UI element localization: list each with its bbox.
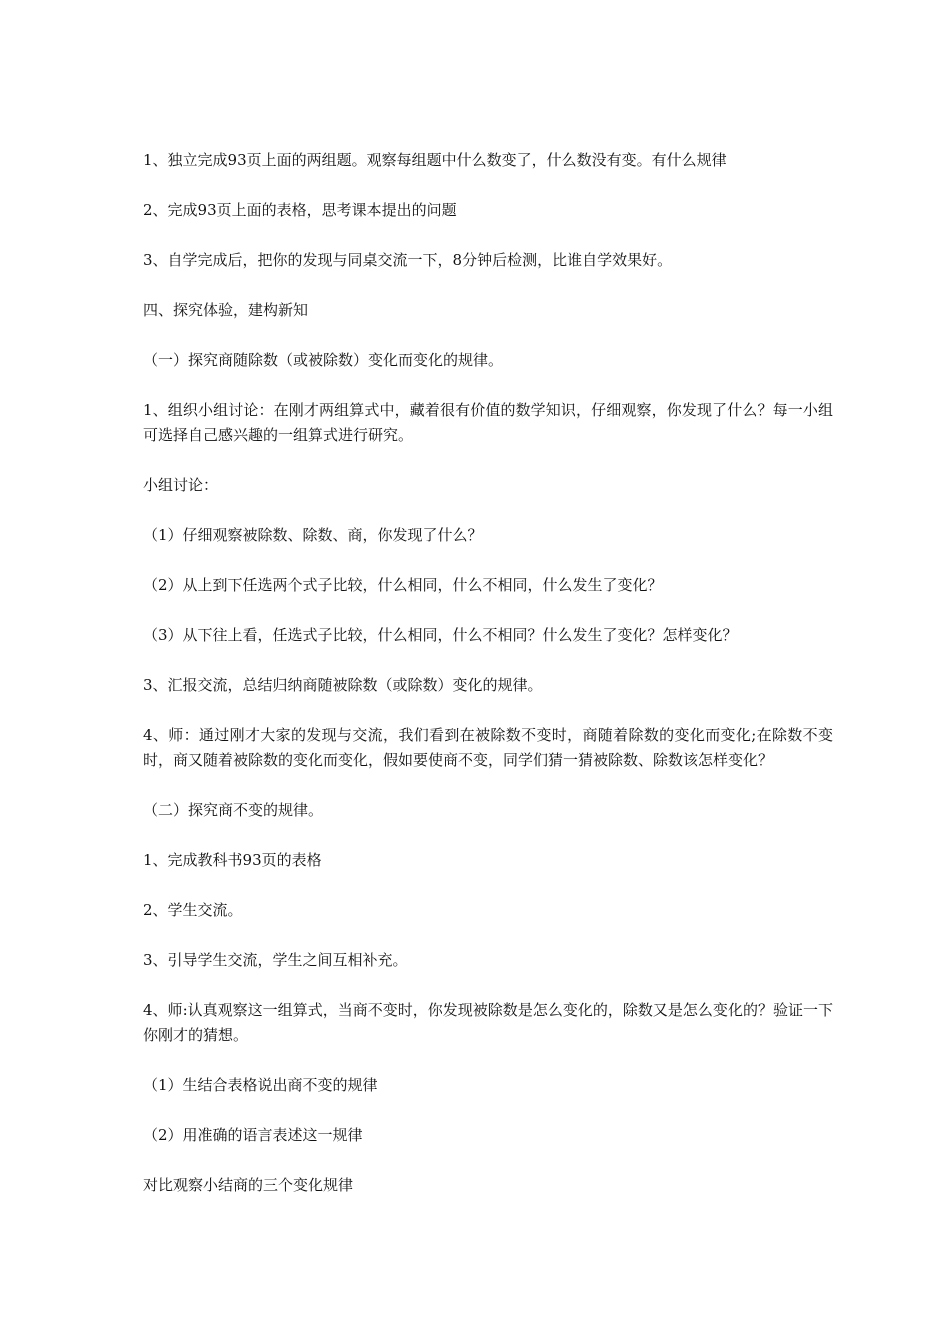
document-body [143,148,833,1223]
paragraph-guide-exchange: 3、引导学生交流，学生之间互相补充。 [143,951,408,969]
paragraph-teacher-2: 4、师:认真观察这一组算式，当商不变时，你发现被除数是怎么变化的，除数又是怎么变化的？验证一下你刚才的猜想。 [143,1001,833,1044]
subsection-heading-1: （一）探究商随除数（或被除数）变化而变化的规律。 [143,351,504,369]
subsection-heading-2: （二）探究商不变的规律。 [143,801,324,819]
paragraph-question-1: （1）仔细观察被除数、除数、商，你发现了什么？ [143,526,483,544]
paragraph-group-discussion: 1、组织小组讨论：在刚才两组算式中，藏着很有价值的数学知识，仔细观察，你发现了什么？每一小组可选择自己感兴趣的一组算式进行研究。 [143,401,833,444]
paragraph-table-task: 1、完成教科书93页的表格 [143,851,322,869]
paragraph-self-study-2: 2、完成93页上面的表格，思考课本提出的问题 [143,201,457,219]
paragraph-student-exchange: 2、学生交流。 [143,901,243,919]
paragraph-question-3: （3）从下往上看，任选式子比较，什么相同，什么不相同？什么发生了变化？怎样变化？ [143,626,738,644]
paragraph-teacher-1: 4、师：通过刚才大家的发现与交流，我们看到在被除数不变时，商随着除数的变化而变化;在除数不变时，商又随着被除数的变化而变化，假如要使商不变，同学们猜一猜被除数、除数该怎样变化？ [143,726,833,769]
paragraph-discussion-label: 小组讨论： [143,476,219,494]
paragraph-self-study-1: 1、独立完成93页上面的两组题。观察每组题中什么数变了，什么数没有变。有什么规律 [143,151,727,169]
paragraph-rule-2: （2）用准确的语言表述这一规律 [143,1126,363,1144]
section-heading-explore: 四、探究体验，建构新知 [143,301,309,319]
paragraph-report: 3、汇报交流，总结归纳商随被除数（或除数）变化的规律。 [143,676,543,694]
paragraph-self-study-3: 3、自学完成后，把你的发现与同桌交流一下，8分钟后检测，比谁自学效果好。 [143,251,673,269]
paragraph-rule-1: （1）生结合表格说出商不变的规律 [143,1076,378,1094]
paragraph-question-2: （2）从上到下任选两个式子比较，什么相同，什么不相同，什么发生了变化？ [143,576,663,594]
paragraph-summary: 对比观察小结商的三个变化规律 [143,1176,354,1194]
